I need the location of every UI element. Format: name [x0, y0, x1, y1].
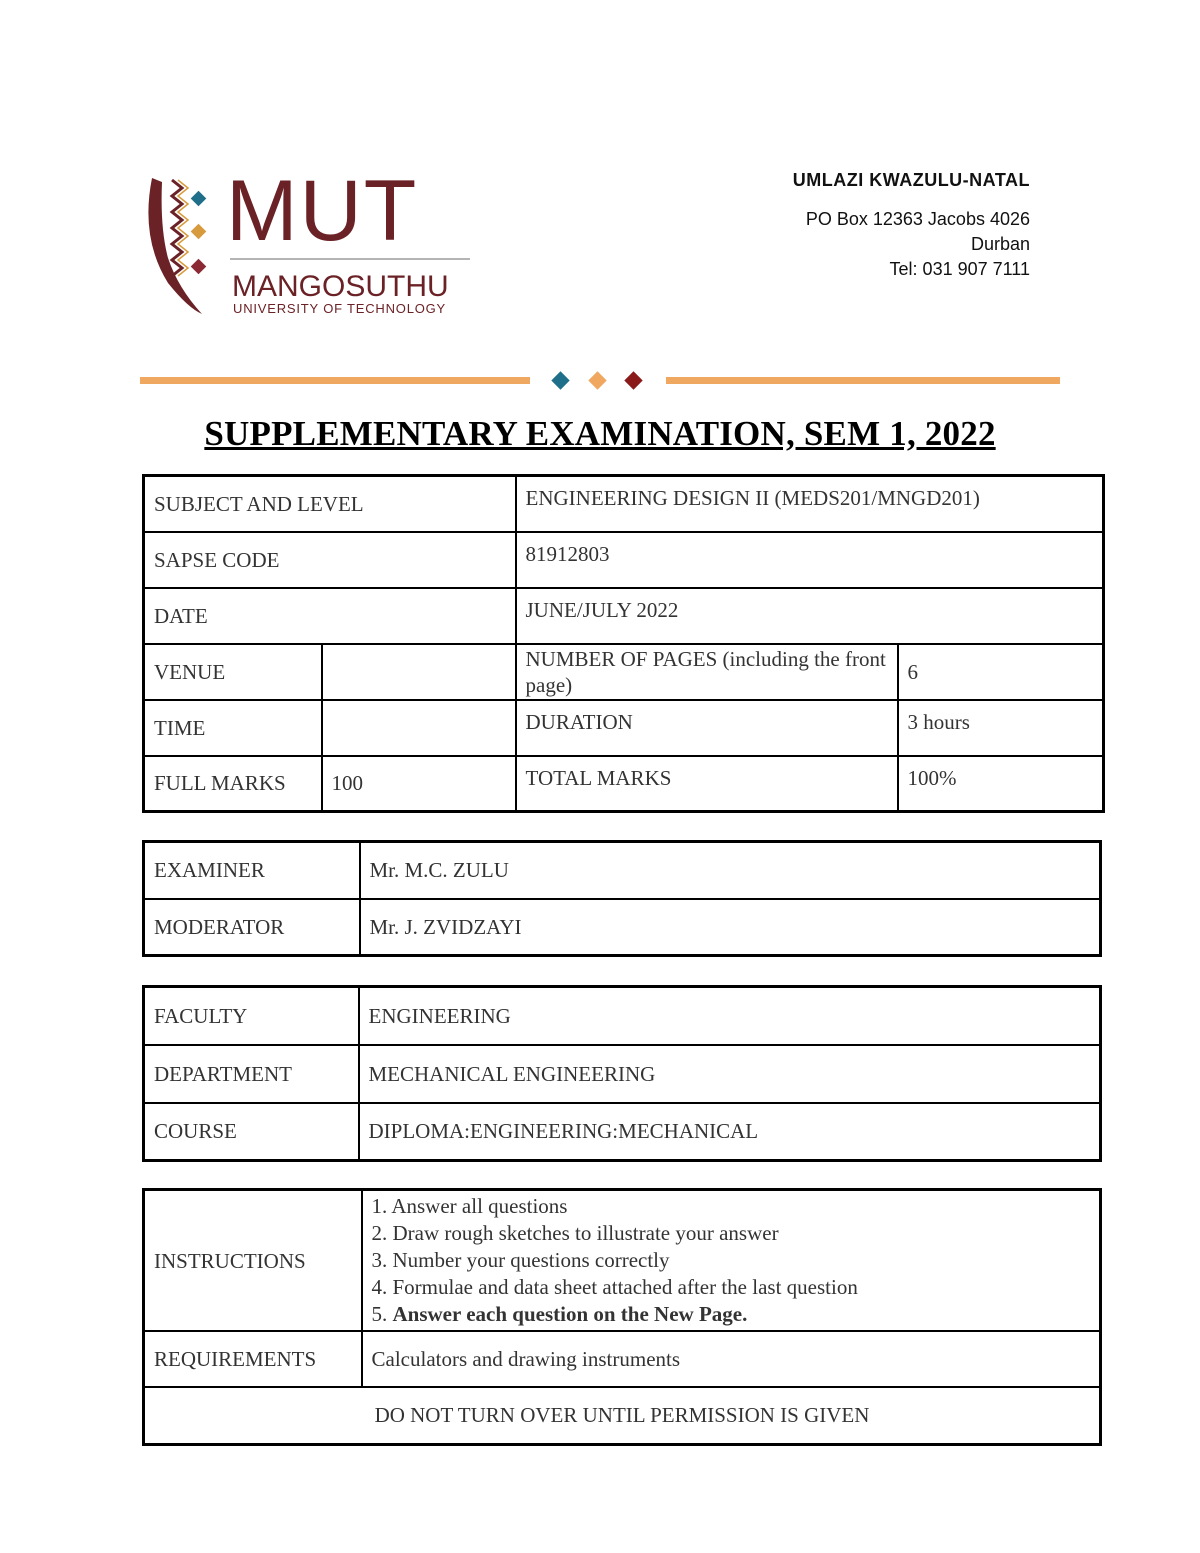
- table-row: [144, 532, 1104, 588]
- table-row: [144, 842, 1101, 899]
- list-item-number: 5.: [371, 1302, 393, 1326]
- pages-label: NUMBER OF PAGES (including the front page): [516, 644, 898, 700]
- instructions-list-cell: [362, 1190, 1101, 1332]
- date-label: DATE: [144, 588, 516, 644]
- header-divider: [140, 370, 1060, 392]
- address-region: UMLAZI KWAZULU-NATAL: [792, 170, 1030, 190]
- moderator-label: MODERATOR: [144, 899, 360, 956]
- list-item: [372, 1301, 1091, 1328]
- faculty-table: [142, 985, 1102, 1162]
- moderator-value: Mr. J. ZVIDZAYI: [360, 899, 1101, 956]
- staff-table: [142, 840, 1102, 957]
- course-label: COURSE: [144, 1103, 359, 1161]
- table-row: [144, 1045, 1101, 1103]
- venue-value: [322, 644, 516, 700]
- list-item: 1. Answer all questions: [371, 1194, 568, 1218]
- address-block: [793, 168, 1030, 282]
- full-marks-label: FULL MARKS: [144, 756, 322, 812]
- time-value: [322, 700, 516, 756]
- divider-diamond-red: [624, 371, 642, 389]
- table-row: [144, 644, 1104, 700]
- table-row: [144, 1331, 1101, 1387]
- logo-name: MANGOSUTHU: [232, 270, 449, 303]
- table-row: [144, 588, 1104, 644]
- instructions-table: [142, 1188, 1102, 1446]
- full-marks-value: 100: [322, 756, 516, 812]
- faculty-value: ENGINEERING: [359, 987, 1101, 1045]
- sapse-value: 81912803: [516, 532, 1104, 588]
- requirements-label: REQUIREMENTS: [144, 1331, 362, 1387]
- table-row: [144, 899, 1101, 956]
- instructions-label: INSTRUCTIONS: [144, 1190, 362, 1332]
- duration-label: DURATION: [516, 700, 898, 756]
- table-row: [144, 700, 1104, 756]
- logo-diamond-blue: [191, 191, 207, 207]
- total-marks-label: TOTAL MARKS: [516, 756, 898, 812]
- exam-details-table: [142, 474, 1105, 813]
- venue-label: VENUE: [144, 644, 322, 700]
- table-row: [144, 1103, 1101, 1161]
- examiner-label: EXAMINER: [144, 842, 360, 899]
- table-row: [144, 987, 1101, 1045]
- list-item: 3. Number your questions correctly: [371, 1248, 670, 1272]
- do-not-turn-notice: DO NOT TURN OVER UNTIL PERMISSION IS GIVEN: [144, 1387, 1101, 1444]
- logo-sub: UNIVERSITY OF TECHNOLOGY: [233, 301, 447, 316]
- divider-diamond-orange: [588, 371, 606, 389]
- subject-value: ENGINEERING DESIGN II (MEDS201/MNGD201): [516, 476, 1104, 532]
- department-value: MECHANICAL ENGINEERING: [359, 1045, 1101, 1103]
- requirements-value: Calculators and drawing instruments: [362, 1331, 1101, 1387]
- logo-mark: MUT: [226, 168, 419, 259]
- pages-value: 6: [898, 644, 1104, 700]
- examiner-value: Mr. M.C. ZULU: [360, 842, 1101, 899]
- page-title: SUPPLEMENTARY EXAMINATION, SEM 1, 2022: [204, 414, 996, 453]
- address-city: Durban: [970, 234, 1030, 254]
- time-label: TIME: [144, 700, 322, 756]
- subject-label: SUBJECT AND LEVEL: [144, 476, 516, 532]
- duration-value: 3 hours: [898, 700, 1104, 756]
- table-row: [144, 756, 1104, 812]
- department-label: DEPARTMENT: [144, 1045, 359, 1103]
- list-item: 4. Formulae and data sheet attached after the last question: [371, 1275, 858, 1299]
- course-value: DIPLOMA:ENGINEERING:MECHANICAL: [359, 1103, 1101, 1161]
- logo-diamond-gold: [191, 224, 207, 240]
- list-item-bold-text: Answer each question on the New Page.: [392, 1302, 748, 1326]
- address-tel: Tel: 031 907 7111: [889, 259, 1030, 279]
- table-row: [144, 1190, 1101, 1332]
- divider-diamond-blue: [551, 371, 569, 389]
- logo-diamond-red: [191, 259, 207, 275]
- table-row: [144, 1387, 1101, 1444]
- faculty-label: FACULTY: [144, 987, 359, 1045]
- table-row: [144, 476, 1104, 532]
- total-marks-value: 100%: [898, 756, 1104, 812]
- date-value: JUNE/JULY 2022: [516, 588, 1104, 644]
- sapse-label: SAPSE CODE: [144, 532, 516, 588]
- mut-logo: [138, 168, 478, 320]
- list-item: 2. Draw rough sketches to illustrate your answer: [371, 1221, 779, 1245]
- instructions-list: [372, 1193, 1091, 1328]
- address-po-box: PO Box 12363 Jacobs 4026: [805, 209, 1030, 229]
